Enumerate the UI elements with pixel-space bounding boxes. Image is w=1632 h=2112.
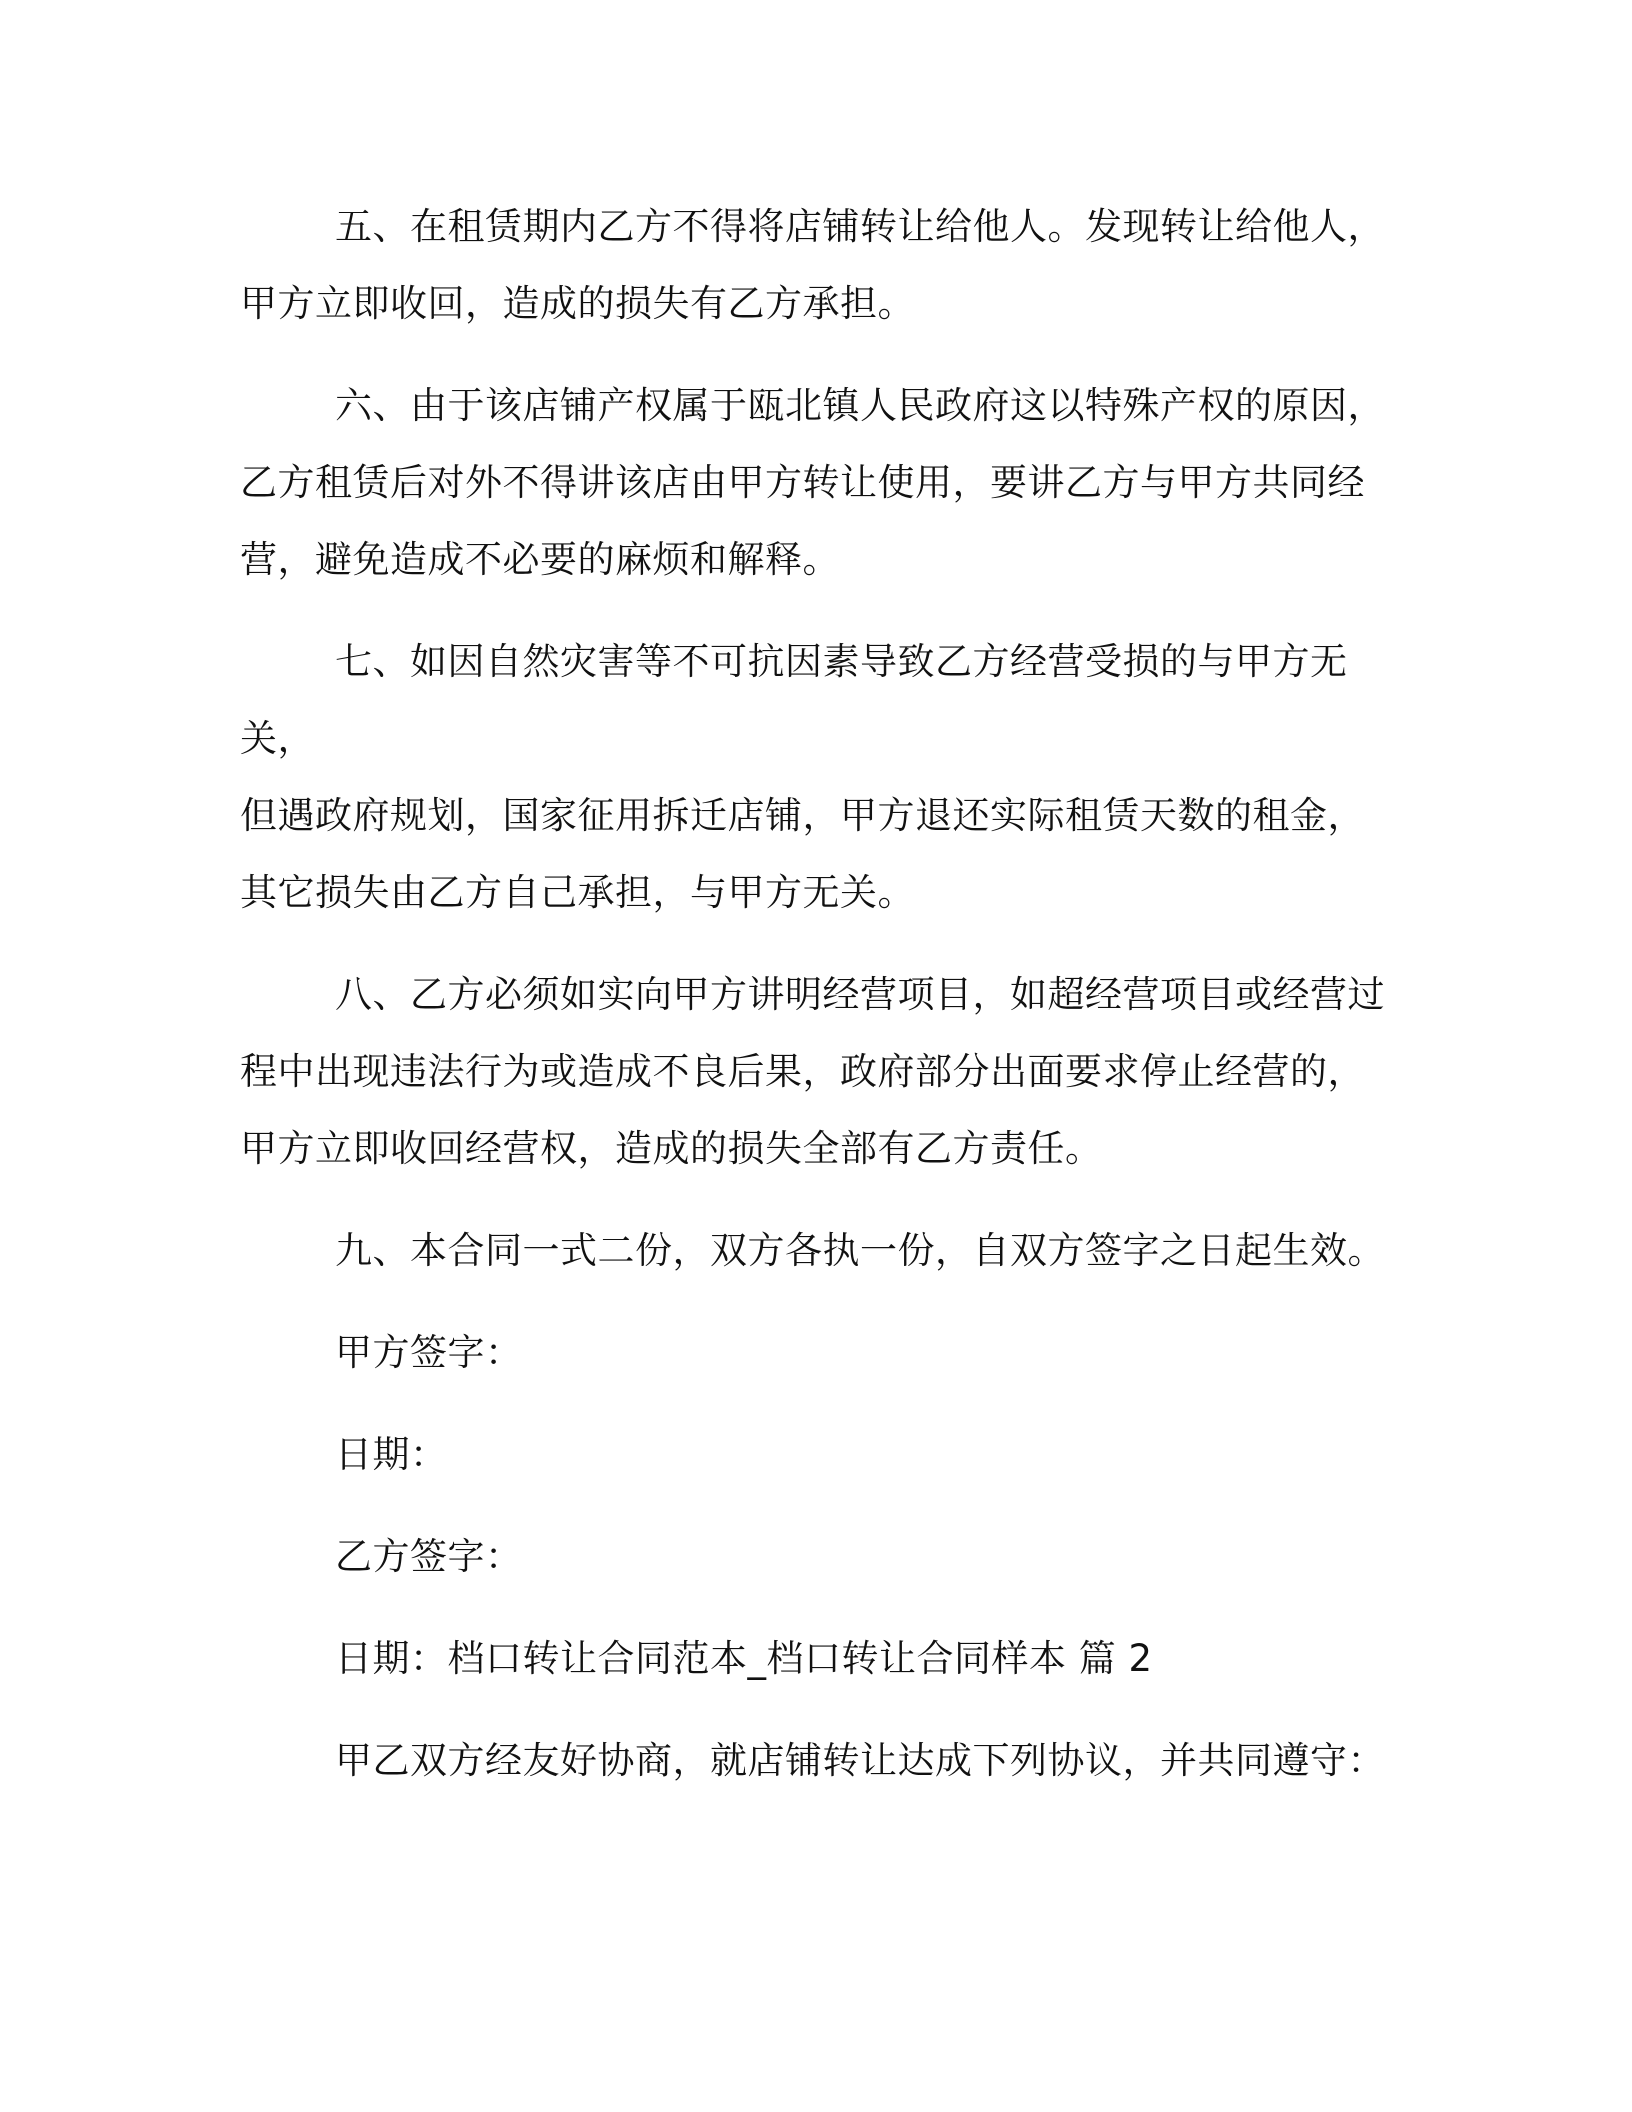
clause-5 [240,188,1420,342]
clause-6 [240,367,1420,598]
clause-7-line-2: 但遇政府规划，国家征用拆迁店铺，甲方退还实际租赁天数的租金， [240,794,1365,837]
clause-6-line-1: 六、由于该店铺产权属于瓯北镇人民政府这以特殊产权的原因， [335,384,1385,427]
clause-9 [240,1212,1420,1289]
party-b-date-and-section-title: 日期：档口转让合同范本_档口转让合同样本 篇 2 [335,1637,1153,1680]
section-2-intro: 甲乙双方经友好协商，就店铺转让达成下列协议，并共同遵守： [335,1739,1385,1782]
document-body [240,188,1420,1824]
party-a-date: 日期： [335,1433,448,1476]
clause-7-line-3: 其它损失由乙方自己承担，与甲方无关。 [240,871,915,914]
clause-6-line-2: 乙方租赁后对外不得讲该店由甲方转让使用，要讲乙方与甲方共同经 [240,461,1365,504]
clause-8-line-1: 八、乙方必须如实向甲方讲明经营项目，如超经营项目或经营过 [335,973,1385,1016]
clause-9-line-1: 九、本合同一式二份，双方各执一份，自双方签字之日起生效。 [335,1229,1385,1272]
clause-8 [240,956,1420,1187]
clause-7 [240,623,1420,931]
party-a-signature: 甲方签字： [335,1331,523,1374]
clause-5-line-1: 五、在租赁期内乙方不得将店铺转让给他人。发现转让给他人， [335,205,1385,248]
clause-5-line-2: 甲方立即收回，造成的损失有乙方承担。 [240,282,915,325]
clause-6-line-3: 营，避免造成不必要的麻烦和解释。 [240,538,840,581]
party-b-signature: 乙方签字： [335,1535,523,1578]
clause-8-line-3: 甲方立即收回经营权，造成的损失全部有乙方责任。 [240,1127,1103,1170]
clause-8-line-2: 程中出现违法行为或造成不良后果，政府部分出面要求停止经营的， [240,1050,1365,1093]
clause-7-line-1: 七、如因自然灾害等不可抗因素导致乙方经营受损的与甲方无关， [240,640,1348,760]
